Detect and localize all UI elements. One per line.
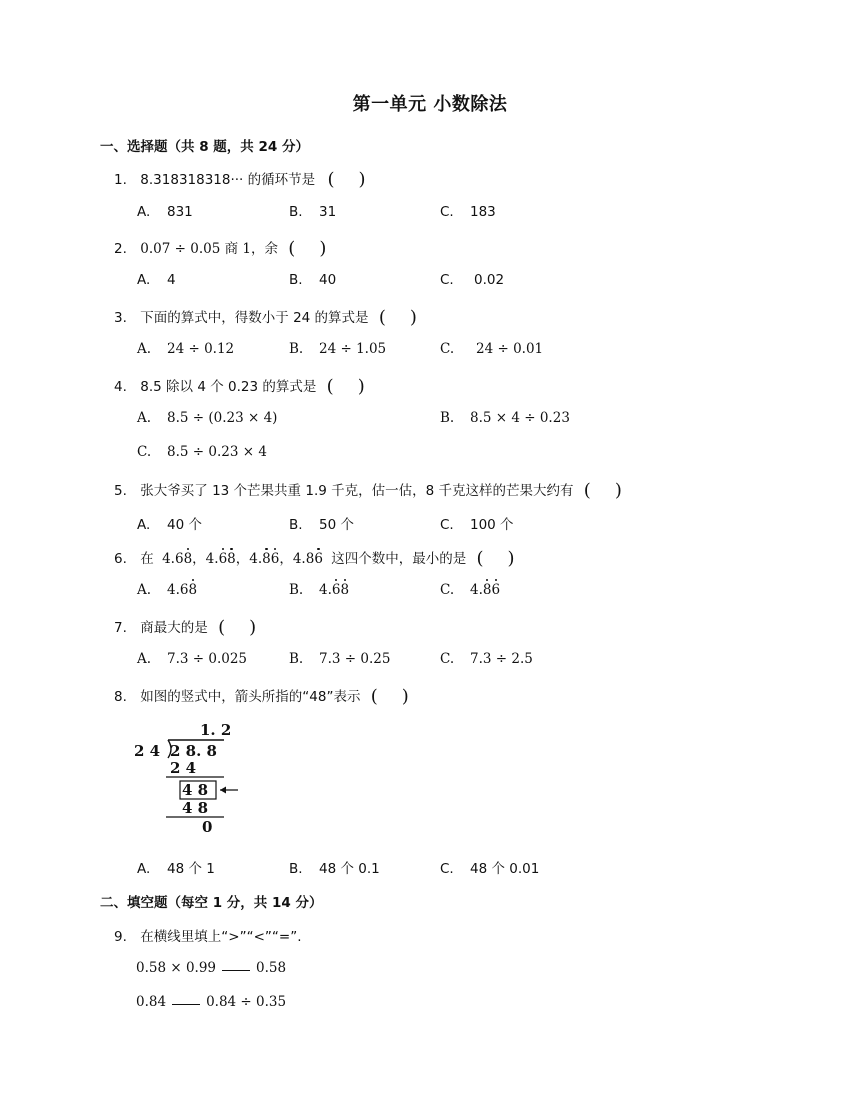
text-label: B. [440, 410, 455, 426]
text-label: B. [289, 517, 303, 533]
text-label: A. [137, 517, 151, 533]
answer-paren-close: ) [358, 169, 366, 190]
text-label: 48 个 1 [167, 861, 215, 877]
question-text: 在横线里填上“>”“<”“=”. [140, 929, 302, 945]
answer-paren-open: ( [327, 169, 335, 190]
option-3b[interactable] [289, 341, 386, 357]
text-label: 3. [114, 310, 127, 326]
division-remainder: 0 [202, 818, 213, 836]
page-title: 第一单元 小数除法 [352, 94, 508, 115]
text-label: 0.84 ÷ 0.35 [206, 994, 287, 1010]
text-label: 40 [319, 272, 337, 288]
text-label: 7.3 ÷ 2.5 [470, 651, 533, 667]
question-8 [114, 685, 409, 706]
text-label: 5. [114, 483, 127, 499]
text-label: 4. [114, 379, 127, 395]
option-2a[interactable] [137, 272, 176, 288]
text-label: 24 ÷ 0.12 [167, 341, 235, 357]
text-label: 2. [114, 241, 127, 257]
text-label: 48 个 0.01 [470, 861, 540, 877]
blank-1[interactable] [222, 970, 250, 971]
text-label: B. [289, 204, 303, 220]
option-4b[interactable] [440, 410, 570, 426]
text-label: 8.5 × 4 ÷ 0.23 [470, 410, 570, 426]
text-label: C. [440, 651, 455, 667]
text-label: B. [289, 651, 304, 667]
option-5b[interactable] [289, 513, 354, 533]
text-label: 31 [319, 204, 337, 220]
option-5a[interactable] [137, 513, 202, 533]
option-3c[interactable] [440, 341, 543, 357]
division-quotient: 1. 2 [200, 721, 232, 739]
question-text: 下面的算式中，得数小于 24 的算式是 [140, 310, 369, 326]
option-5c[interactable] [440, 513, 514, 533]
repeating-decimals: 4.68，4.68，4.86，4.86 [162, 551, 323, 567]
division-dividend: 2 8. 8 [170, 742, 217, 760]
option-8c[interactable] [440, 857, 539, 877]
text-label: B. [289, 272, 303, 288]
question-9 [114, 925, 302, 945]
question-text: 8.5 除以 4 个 0.23 的算式是 [140, 379, 317, 395]
text-label: C. [137, 444, 152, 460]
text-label: A. [137, 861, 151, 877]
blank-2[interactable] [172, 1004, 200, 1005]
text-label: 0.84 [136, 994, 167, 1010]
text-label: C. [440, 517, 454, 533]
option-8b[interactable] [289, 857, 380, 877]
option-7c[interactable] [440, 651, 533, 667]
text-label: ( [476, 548, 484, 569]
question-2 [114, 237, 326, 258]
text-label: 6. [114, 551, 127, 567]
text-label: 0.58 [256, 960, 287, 976]
text-label: ( [370, 686, 378, 707]
question-number: 1. [114, 172, 127, 188]
comparison-row-1 [136, 960, 286, 976]
text-label: 这四个数中，最小的是 [331, 551, 467, 567]
text-label: C. [440, 341, 455, 357]
division-step2: 4 8 [182, 799, 209, 817]
option-6c[interactable]: C. 4.86 [440, 582, 501, 598]
text-label: ) [409, 307, 417, 328]
text-label: ) [249, 617, 257, 638]
section-heading-fill: 二、填空题（每空 1 分，共 14 分） [100, 895, 323, 911]
option-3a[interactable] [137, 341, 234, 357]
text-label: 4 [167, 272, 176, 288]
option-7b[interactable] [289, 651, 390, 667]
text-label: A. [137, 341, 152, 357]
question-4 [114, 375, 365, 396]
question-text: 8.318318318··· 的循环节是 [140, 172, 316, 188]
text-label: ) [319, 238, 327, 259]
text-label: 24 ÷ 1.05 [319, 341, 387, 357]
text-label: 100 个 [470, 517, 514, 533]
text-label: A. [137, 204, 151, 220]
option-2b[interactable] [289, 272, 336, 288]
text-label: A. [137, 582, 152, 598]
text-label: A. [137, 410, 152, 426]
text-label: A. [137, 651, 152, 667]
text-label: 7.3 ÷ 0.025 [167, 651, 248, 667]
question-text: 张大爷买了 13 个芒果共重 1.9 千克，估一估，8 千克这样的芒果大约有 [140, 483, 574, 499]
text-label: C. [440, 582, 455, 598]
option-7a[interactable] [137, 651, 247, 667]
text-label: ( [583, 480, 591, 501]
text-label: 183 [470, 204, 496, 220]
question-text: 如图的竖式中，箭头所指的“48”表示 [140, 689, 361, 705]
section-heading-choice: 一、选择题（共 8 题，共 24 分） [100, 139, 309, 155]
question-6 [114, 547, 515, 568]
text-label: 831 [167, 204, 193, 220]
question-text: 商最大的是 [140, 620, 208, 636]
division-step1: 2 4 [170, 759, 197, 777]
text-label: ) [401, 686, 409, 707]
text-label: C. [440, 861, 454, 877]
option-1c[interactable] [440, 204, 496, 220]
text-label: 48 个 0.1 [319, 861, 380, 877]
text-label: 在 [140, 551, 154, 567]
text-label: 0.58 × 0.99 [136, 960, 217, 976]
text-label: C. [440, 272, 454, 288]
long-division-figure [130, 718, 250, 838]
option-1b[interactable] [289, 204, 336, 220]
question-text: 0.07 ÷ 0.05 商 1，余 [140, 241, 278, 257]
text-label: A. [137, 272, 151, 288]
text-label: ( [326, 376, 334, 397]
option-1a[interactable] [137, 204, 193, 220]
division-boxed-48: 4 8 [182, 781, 209, 799]
text-label: B. [289, 582, 304, 598]
question-3 [114, 306, 417, 327]
text-label: ( [218, 617, 226, 638]
text-label: 8.5 ÷ (0.23 × 4) [167, 410, 278, 426]
option-6b[interactable]: B. 4.68 [289, 582, 350, 598]
text-label: 7.3 ÷ 0.25 [319, 651, 391, 667]
text-label: ) [614, 480, 622, 501]
text-label: 0.02 [474, 272, 505, 288]
text-label: ) [357, 376, 365, 397]
question-7 [114, 616, 256, 637]
text-label: C. [440, 204, 454, 220]
text-label: ( [378, 307, 386, 328]
division-divisor: 2 4 [134, 742, 161, 760]
text-label: 9. [114, 929, 127, 945]
comparison-row-2 [136, 994, 286, 1010]
option-4c[interactable] [137, 444, 267, 460]
text-label: B. [289, 341, 304, 357]
option-2c[interactable] [440, 272, 504, 288]
text-label: 8.5 ÷ 0.23 × 4 [167, 444, 267, 460]
option-6a[interactable]: A. 4.68 [137, 582, 198, 598]
text-label: ( [288, 238, 296, 259]
question-5 [114, 479, 622, 500]
text-label: ) [507, 548, 515, 569]
question-1 [114, 168, 366, 189]
text-label: 24 ÷ 0.01 [476, 341, 544, 357]
text-label: 50 个 [319, 517, 354, 533]
text-label: 8. [114, 689, 127, 705]
text-label: 7. [114, 620, 127, 636]
option-8a[interactable] [137, 857, 215, 877]
text-label: B. [289, 861, 303, 877]
option-4a[interactable] [137, 410, 277, 426]
text-label: 40 个 [167, 517, 202, 533]
